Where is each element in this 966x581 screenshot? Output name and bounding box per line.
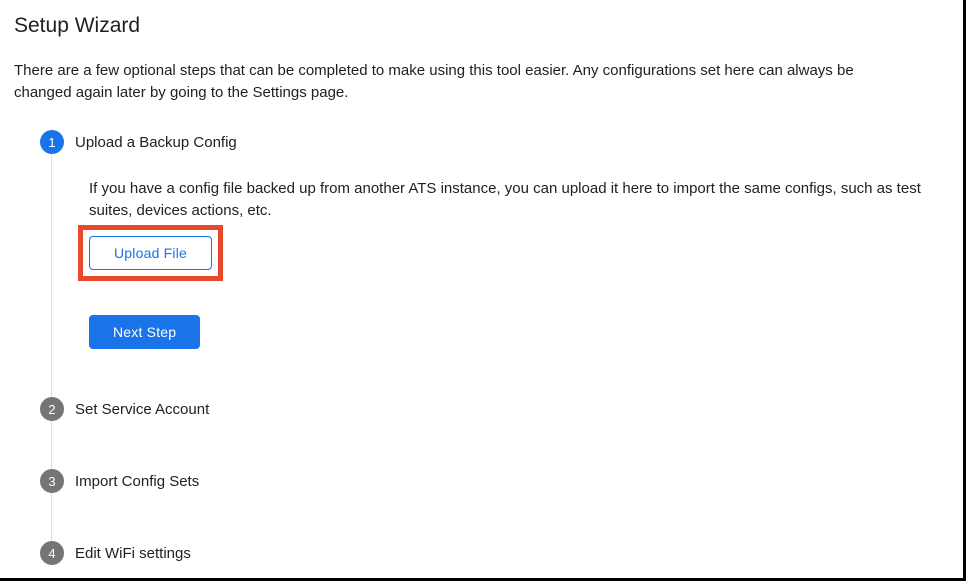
step-upload-backup-config xyxy=(40,130,945,397)
page-title: Setup Wizard xyxy=(14,14,141,37)
step-4-header[interactable] xyxy=(40,541,945,565)
intro-text: There are a few optional steps that can be completed to make using this tool easier. Any configurations set here can always be changed again later by going to the Settings page. xyxy=(14,62,854,101)
step-3-indicator: 3 xyxy=(40,469,64,493)
step-4-label: Edit WiFi settings xyxy=(75,544,191,562)
step-2-label: Set Service Account xyxy=(75,400,210,418)
step-1-content xyxy=(51,154,945,397)
step-3-header[interactable] xyxy=(40,469,945,493)
step-import-config-sets xyxy=(40,469,945,541)
step-1-header[interactable] xyxy=(40,130,945,154)
setup-stepper xyxy=(40,130,945,565)
step-3-label: Import Config Sets xyxy=(75,472,200,490)
step-set-service-account xyxy=(40,397,945,469)
annotation-highlight-box xyxy=(78,225,223,281)
upload-file-button[interactable]: Upload File xyxy=(89,236,212,270)
step-1-indicator: 1 xyxy=(40,130,64,154)
step-connector xyxy=(51,493,945,541)
next-step-button[interactable]: Next Step xyxy=(89,315,200,349)
step-2-header[interactable] xyxy=(40,397,945,421)
step-edit-wifi-settings xyxy=(40,541,945,565)
step-2-indicator: 2 xyxy=(40,397,64,421)
step-1-description: If you have a config file backed up from another ATS instance, you can upload it here to import the same configs, such as test suites, devices actions, etc. xyxy=(89,180,921,219)
step-connector xyxy=(51,421,945,469)
step-4-indicator: 4 xyxy=(40,541,64,565)
step-1-label: Upload a Backup Config xyxy=(75,133,237,151)
